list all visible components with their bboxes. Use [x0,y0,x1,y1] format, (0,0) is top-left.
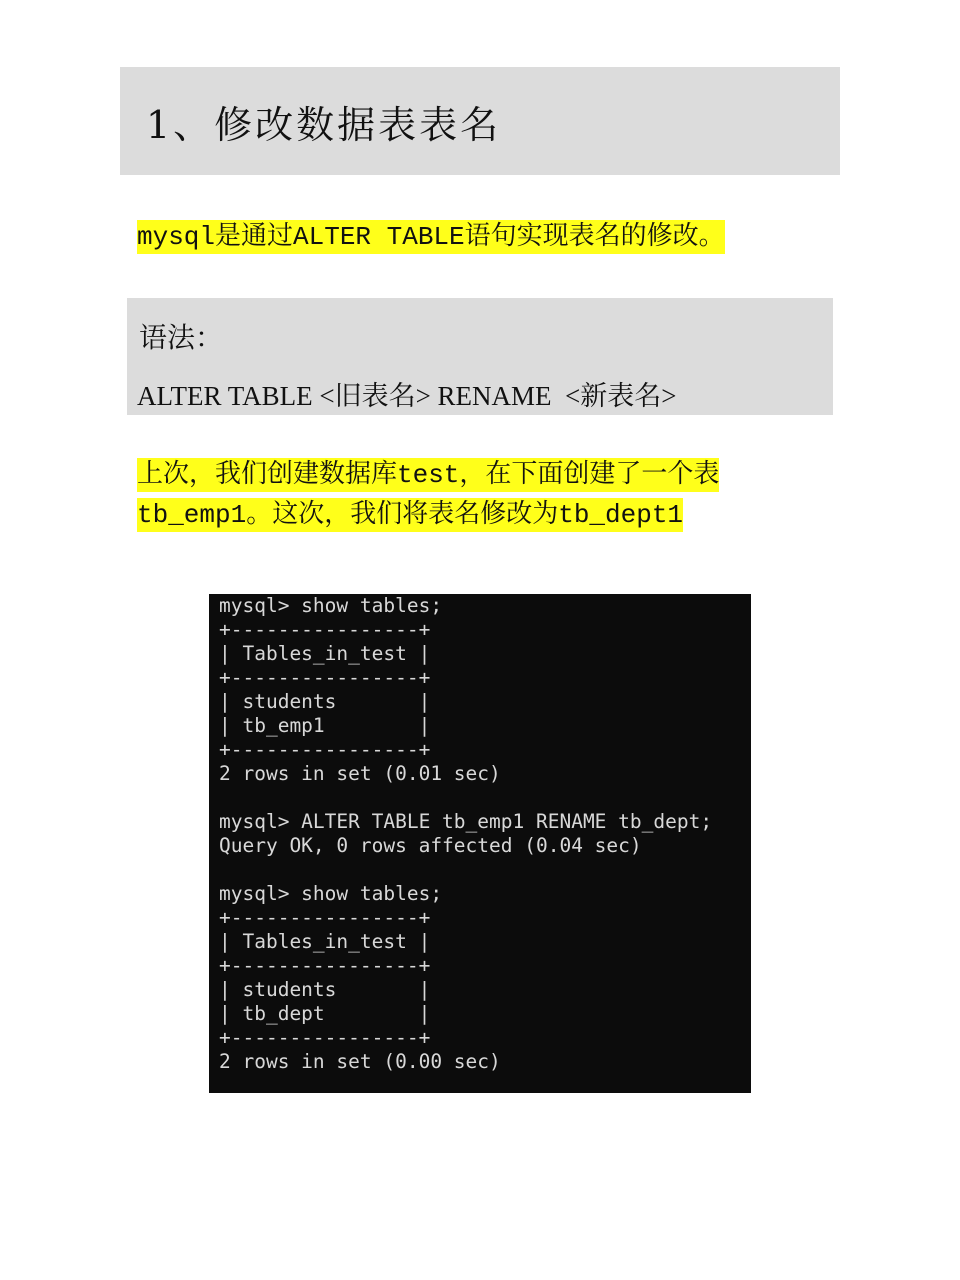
intro-paragraph [137,220,725,254]
terminal-line: +----------------+ [219,666,431,689]
syntax-label: 语法： [139,321,224,354]
terminal-line [219,786,741,810]
terminal-line: | tb_dept | [219,1002,431,1025]
terminal-line: +----------------+ [219,954,431,977]
intro-text: mysql是通过ALTER TABLE语句实现表名的修改。 [137,222,725,252]
page-title: 1、修改数据表表名 [146,102,502,147]
terminal-line [219,858,741,882]
terminal-line: +----------------+ [219,906,431,929]
syntax-box [127,298,833,415]
terminal-line: | Tables_in_test | [219,642,431,665]
terminal-line: | Tables_in_test | [219,930,431,953]
terminal-line: | students | [219,978,431,1001]
syntax-code: ALTER TABLE <旧表名> RENAME <新表名> [137,381,677,411]
note-text-1: 上次，我们创建数据库test，在下面创建了一个表 [137,460,720,490]
note-line-2 [137,498,683,532]
note-line-1 [137,458,719,492]
note-text-2: tb_emp1。这次，我们将表名修改为tb_dept1 [137,500,684,530]
terminal-line: | students | [219,690,431,713]
terminal-line: +----------------+ [219,738,431,761]
title-banner [120,67,840,175]
terminal-line: +----------------+ [219,618,431,641]
terminal-line: mysql> show tables; [219,882,443,905]
terminal-line: | tb_emp1 | [219,714,431,737]
terminal-screenshot [209,594,751,1093]
terminal-line: +----------------+ [219,1026,431,1049]
terminal-line: 2 rows in set (0.00 sec) [219,1050,501,1073]
terminal-line: Query OK, 0 rows affected (0.04 sec) [219,834,642,857]
terminal-line: mysql> ALTER TABLE tb_emp1 RENAME tb_dept; [219,810,713,833]
terminal-line: mysql> show tables; [219,594,443,617]
terminal-line: 2 rows in set (0.01 sec) [219,762,501,785]
